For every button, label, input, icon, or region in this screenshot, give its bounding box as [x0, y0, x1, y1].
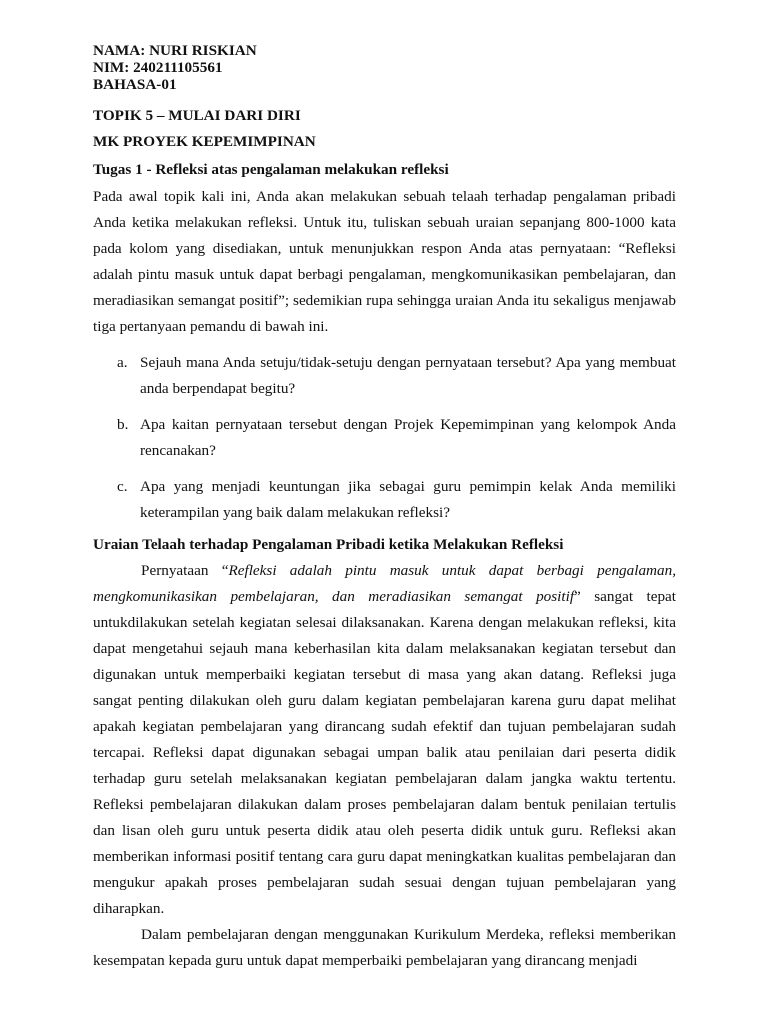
document-page	[93, 42, 676, 974]
course-title: MK PROYEK KEPEMIMPINAN	[93, 133, 316, 150]
question-text: Sejauh mana Anda setuju/tidak-setuju dengan pernyataan tersebut? Apa yang membuat anda berpendapat begitu?	[140, 354, 676, 397]
section-heading: Uraian Telaah terhadap Pengalaman Pribadi ketika Melakukan Refleksi	[93, 536, 564, 553]
task-title: Tugas 1 - Refleksi atas pengalaman melakukan refleksi	[93, 161, 449, 178]
question-marker: b.	[117, 416, 129, 433]
body1-quote: Refleksi adalah pintu masuk untuk dapat berbagi pengalaman, mengkomunikasikan pembelajaran, dan meradiasikan semangat positif	[93, 562, 676, 605]
student-class: BAHASA-01	[93, 76, 177, 93]
question-text: Apa yang menjadi keuntungan jika sebagai guru pemimpin kelak Anda memiliki keterampilan yang baik dalam melakukan refleksi?	[140, 478, 676, 521]
question-text: Apa kaitan pernyataan tersebut dengan Projek Kepemimpinan yang kelompok Anda rencanakan?	[140, 416, 676, 459]
question-marker: a.	[117, 354, 128, 371]
question-marker: c.	[117, 478, 128, 495]
topic-title: TOPIK 5 – MULAI DARI DIRI	[93, 107, 301, 124]
body-paragraph-1	[93, 558, 676, 922]
question-item	[93, 412, 676, 464]
body1-lead: Pernyataan “	[141, 562, 229, 579]
student-name: NAMA: NURI RISKIAN	[93, 42, 257, 59]
body1-rest: ” sangat tepat untukdilakukan setelah kegiatan selesai dilaksanakan. Karena dengan melakukan refleksi, kita dapat mengetahui sejauh mana keberhasilan kita dalam melaksanakan kegiatan tersebut dan digunakan untuk memperbaiki kegiatan tersebut di masa yang akan datang. Refleksi juga sangat penting dilakukan oleh guru dalam kegiatan pembelajaran karena guru dapat melihat apakah kegiatan pembelajaran yang dirancang sudah efektif dan tujuan pembelajaran sudah tercapai. Refleksi dapat digunakan sebagai umpan balik atau penilaian dari peserta didik terhadap guru setelah melaksanakan kegiatan pembelajaran dalam jangka waktu tertentu. Refleksi pembelajaran dilakukan dalam proses pembelajaran dalam bentuk penilaian tertulis dan lisan oleh guru untuk peserta didik atau oleh peserta didik untuk guru. Refleksi akan memberikan informasi positif tentang cara guru dapat meningkatkan kualitas pembelajaran dan mengukur apakah proses pembelajaran sudah sesuai dengan tujuan pembelajaran yang diharapkan.	[93, 588, 676, 917]
body-paragraph-2: Dalam pembelajaran dengan menggunakan Kurikulum Merdeka, refleksi memberikan kesempatan kepada guru untuk dapat memperbaiki pembelajaran yang dirancang menjadi	[93, 926, 676, 969]
question-item	[93, 474, 676, 526]
guiding-questions-list	[93, 350, 676, 526]
student-nim: NIM: 240211105561	[93, 59, 223, 76]
intro-paragraph: Pada awal topik kali ini, Anda akan melakukan sebuah telaah terhadap pengalaman pribadi Anda ketika melakukan refleksi. Untuk itu, tuliskan sebuah uraian sepanjang 800-1000 kata pada kolom yang disediakan, untuk menunjukkan respon Anda atas pernyataan: “Refleksi adalah pintu masuk untuk dapat berbagi pengalaman, mengkomunikasikan pembelajaran, dan meradiasikan semangat positif”; sedemikian rupa sehingga uraian Anda itu sekaligus menjawab tiga pertanyaan pemandu di bawah ini.	[93, 188, 676, 335]
question-item	[93, 350, 676, 402]
